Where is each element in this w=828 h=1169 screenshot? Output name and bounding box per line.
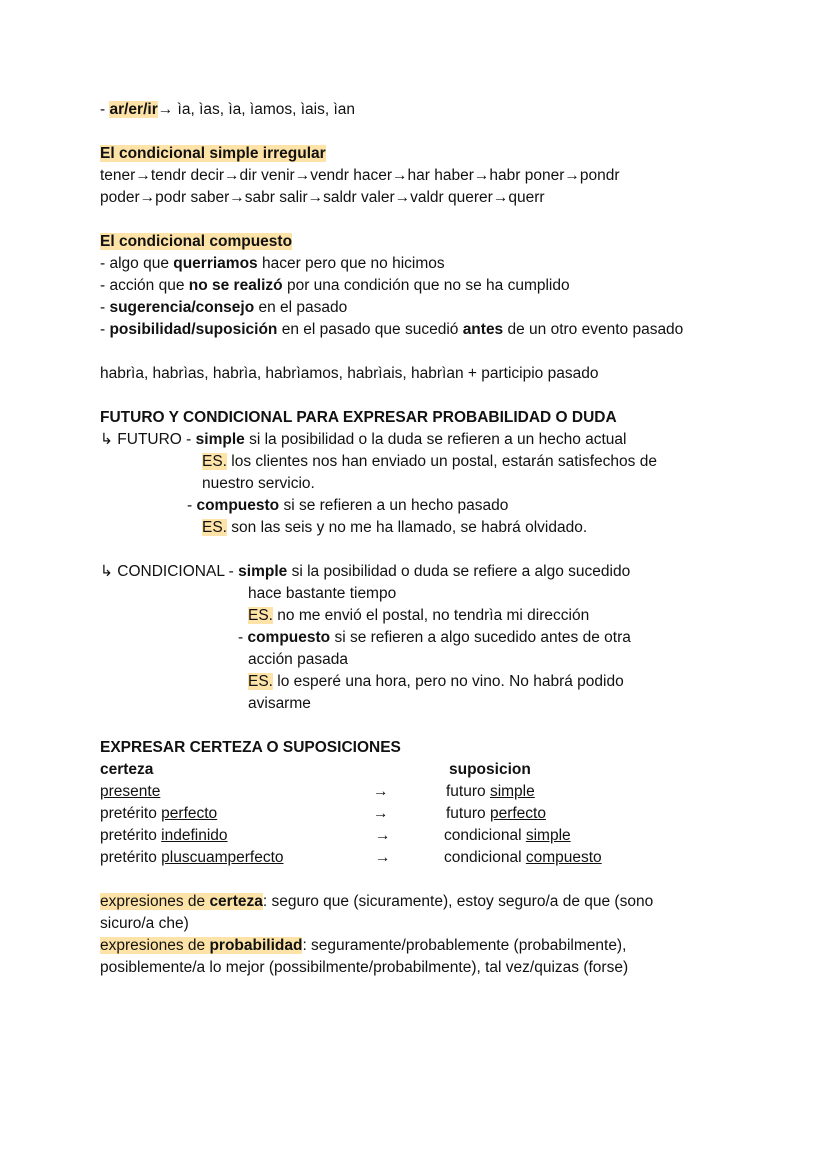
- endings-line: [100, 100, 355, 120]
- endings-highlight: ar/er/ir: [109, 101, 158, 118]
- compuesto-forms: habrìa, habrìas, habrìa, habrìamos, habrìais, habrìan + participio pasado: [100, 365, 599, 382]
- suposicion-col-header: suposicion: [449, 761, 531, 778]
- condicional-example-1: ES. no me envió el postal, no tendrìa mi dirección: [248, 607, 590, 624]
- certeza-row-3-left: pretérito indefinido: [100, 827, 228, 844]
- certeza-title: EXPRESAR CERTEZA O SUPOSICIONES: [100, 739, 401, 756]
- expresiones-certeza-cont: sicuro/a che): [100, 915, 189, 932]
- futuro-example-1: ES. los clientes nos han enviado un postal, estarán satisfechos de: [202, 453, 657, 470]
- futuro-example-2: ES. son las seis y no me ha llamado, se habrá olvidado.: [202, 519, 588, 536]
- certeza-row-3-right: condicional simple: [444, 827, 571, 844]
- futuro-example-1-cont: nuestro servicio.: [202, 475, 315, 492]
- condicional-compuesto: - compuesto si se refieren a algo sucedido antes de otra: [238, 629, 631, 646]
- certeza-row-2-right: futuro perfecto: [446, 805, 546, 822]
- dash: -: [100, 101, 110, 118]
- compuesto-item-3: - sugerencia/consejo en el pasado: [100, 299, 348, 316]
- expresiones-certeza: expresiones de certeza: seguro que (sicuramente), estoy seguro/a de que (sono: [100, 893, 654, 910]
- arrow-icon: →: [373, 805, 389, 822]
- irregular-line-1: tener→tendr decir→dir venir→vendr hacer→har haber→habr poner→pondr: [100, 167, 620, 184]
- probabilidad-title: FUTURO Y CONDICIONAL PARA EXPRESAR PROBABILIDAD O DUDA: [100, 409, 617, 426]
- compuesto-item-4: - posibilidad/suposición en el pasado que sucedió antes de un otro evento pasado: [100, 321, 684, 338]
- compuesto-item-2: - acción que no se realizó por una condición que no se ha cumplido: [100, 277, 570, 294]
- certeza-row-2-left: pretérito perfecto: [100, 805, 218, 822]
- expresiones-probabilidad-cont: posiblemente/a lo mejor (possibilmente/probabilmente), tal vez/quizas (forse): [100, 959, 629, 976]
- condicional-compuesto-cont: acción pasada: [248, 651, 348, 668]
- condicional-simple-cont: hace bastante tiempo: [248, 585, 397, 602]
- condicional-simple: ↳ CONDICIONAL - simple si la posibilidad o duda se refiere a algo sucedido: [100, 563, 631, 580]
- certeza-row-1-left: presente: [100, 783, 161, 800]
- expresiones-probabilidad: expresiones de probabilidad: seguramente/probablemente (probabilmente),: [100, 937, 627, 954]
- compuesto-title: El condicional compuesto: [100, 233, 293, 250]
- condicional-example-2: ES. lo esperé una hora, pero no vino. No habrá podido: [248, 673, 624, 690]
- arrow-icon: →: [373, 783, 389, 800]
- certeza-row-4-left: pretérito pluscuamperfecto: [100, 849, 284, 866]
- certeza-col-header: certeza: [100, 761, 154, 778]
- compuesto-item-1: - algo que querriamos hacer pero que no hicimos: [100, 255, 445, 272]
- futuro-simple: ↳ FUTURO - simple si la posibilidad o la duda se refieren a un hecho actual: [100, 431, 627, 448]
- futuro-compuesto: - compuesto si se refieren a un hecho pasado: [187, 497, 509, 514]
- condicional-example-2-cont: avisarme: [248, 695, 311, 712]
- arrow-icon: →: [375, 827, 391, 844]
- certeza-row-1-right: futuro simple: [446, 783, 535, 800]
- arrow-icon: →: [375, 849, 391, 866]
- certeza-row-4-right: condicional compuesto: [444, 849, 602, 866]
- endings-text: → ìa, ìas, ìa, ìamos, ìais, ìan: [157, 101, 356, 118]
- irregular-line-2: poder→podr saber→sabr salir→saldr valer→valdr querer→querr: [100, 189, 545, 206]
- irregular-title: El condicional simple irregular: [100, 145, 326, 162]
